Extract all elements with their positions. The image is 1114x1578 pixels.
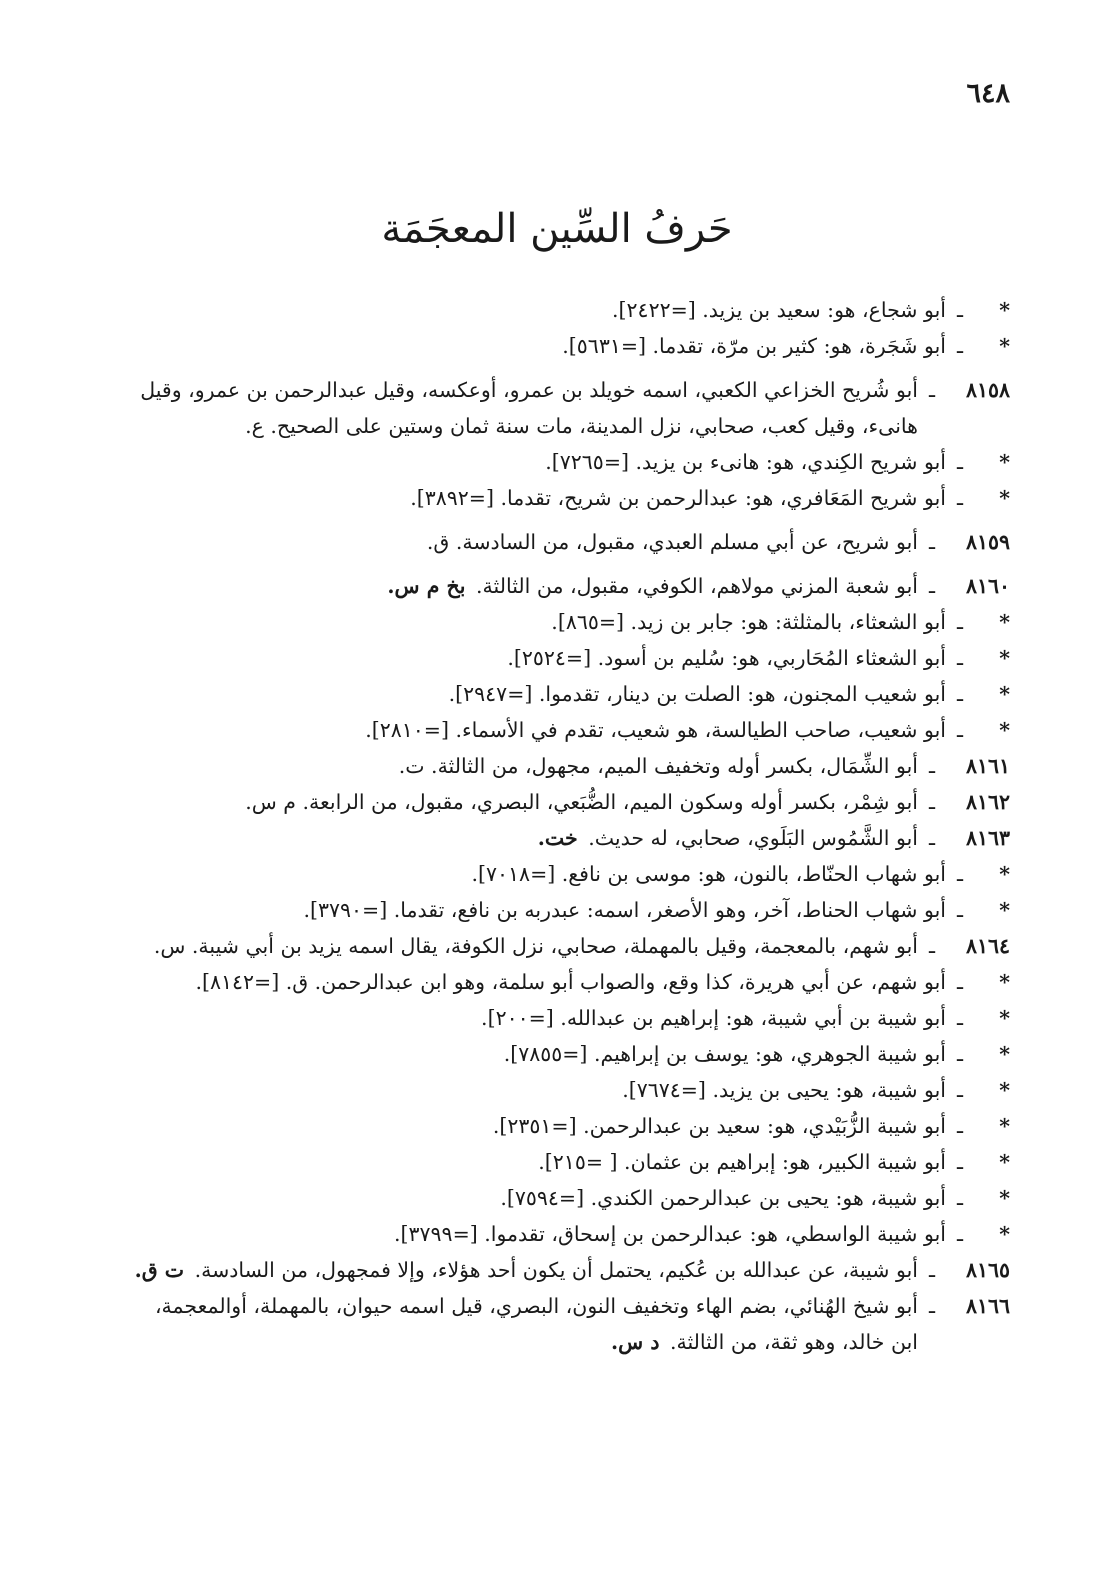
entry-text [135, 1252, 918, 1288]
entry-dash: ـ [956, 610, 963, 634]
cross-reference-entry [50, 480, 1010, 516]
biography-entry [50, 568, 1010, 604]
entry-line: أبو شريح الكِندي، هو: هانىء بن يزيد. [=٧٢٦٥]. [545, 450, 946, 474]
asterisk-icon: * [999, 1042, 1010, 1066]
entry-number: ٨١٦٠ [965, 574, 1010, 598]
entry-dash: ـ [956, 1114, 963, 1138]
entry-dash: ـ [956, 970, 963, 994]
biography-entry [50, 748, 1010, 784]
entry-text [195, 964, 946, 1000]
cross-reference-entry [50, 1072, 1010, 1108]
entry-text [427, 524, 918, 560]
asterisk-icon: * [999, 450, 1010, 474]
entry-text [245, 784, 918, 820]
entry-line [427, 524, 918, 560]
entry-line: أبو شيبة، هو: يحيى بن يزيد. [=٧٦٧٤]. [622, 1078, 946, 1102]
entry-dash: ـ [928, 530, 935, 554]
entry-number: ٨١٥٨ [965, 378, 1010, 402]
entry-dash: ـ [956, 646, 963, 670]
entry-text [394, 1216, 946, 1252]
entry-dash: ـ [956, 682, 963, 706]
entry-dash: ـ [956, 718, 963, 742]
entry-number: ٨١٥٩ [965, 530, 1010, 554]
biography-entry [50, 820, 1010, 856]
entry-line: أبو شَجَرة، هو: كثير بن مرّة، تقدما. [=٥٦٣١]. [562, 334, 946, 358]
cross-reference-entry [50, 964, 1010, 1000]
entry-line [399, 748, 918, 784]
rijal-code: خت. [537, 826, 578, 850]
cross-reference-entry [50, 1216, 1010, 1252]
entry-dash: ـ [956, 450, 963, 474]
entry-number: ٨١٦٥ [965, 1258, 1010, 1282]
cross-reference-entry [50, 892, 1010, 928]
entry-dash: ـ [956, 1042, 963, 1066]
asterisk-icon: * [999, 486, 1010, 510]
asterisk-icon: * [999, 334, 1010, 358]
entry-line-text: أبو الشِّمَال، بكسر أوله وتخفيف الميم، مجهول، من الثالثة. ت. [398, 754, 918, 778]
entry-text [481, 1000, 946, 1036]
cross-reference-entry [50, 712, 1010, 748]
cross-reference-entry [50, 1036, 1010, 1072]
rijal-code: بخ م س. [387, 574, 466, 598]
asterisk-icon: * [999, 610, 1010, 634]
entry-text [387, 568, 918, 604]
entry-line: أبو شيبة الزُّبَيْدي، هو: سعيد بن عبدالرحمن. [=٢٣٥١]. [492, 1114, 946, 1138]
cross-reference-entry [50, 328, 1010, 364]
entry-text [303, 892, 946, 928]
entry-number: ٨١٦٤ [965, 934, 1010, 958]
entry-dash: ـ [956, 1006, 963, 1030]
biography-entry [50, 1252, 1010, 1288]
entry-text [545, 444, 946, 480]
entry-line [538, 820, 918, 856]
asterisk-icon: * [999, 1150, 1010, 1174]
entry-line-text: أبو شيخ الهُنائي، بضم الهاء وتخفيف النون، البصري، قيل اسمه حيوان، بالمهملة، أوالمعجمة، [154, 1294, 918, 1318]
cross-reference-entry [50, 676, 1010, 712]
cross-reference-entry [50, 856, 1010, 892]
cross-reference-entry [50, 640, 1010, 676]
entry-line: أبو شيبة الواسطي، هو: عبدالرحمن بن إسحاق، تقدموا. [=٣٧٩٩]. [394, 1222, 946, 1246]
entry-dash: ـ [928, 574, 935, 598]
asterisk-icon: * [999, 1114, 1010, 1138]
rijal-code: د س. [611, 1330, 660, 1354]
entry-text [449, 676, 946, 712]
entry-line-text: أبو شريح، عن أبي مسلم العبدي، مقبول، من السادسة. ق. [426, 530, 918, 554]
entry-line-text: ابن خالد، وهو ثقة، من الثالثة. [669, 1330, 918, 1354]
entry-text [538, 1144, 946, 1180]
entry-line-text: أبو الشَّمُوس البَلَوي، صحابي، له حديث. [588, 826, 918, 850]
entry-line-text: أبو شعبة المزني مولاهم، الكوفي، مقبول، من الثالثة. [476, 574, 918, 598]
entry-text [155, 1288, 918, 1360]
entry-line-text: هانىء، وقيل كعب، صحابي، نزل المدينة، مات سنة ثمان وستين على الصحيح. ع. [245, 414, 918, 438]
entry-line: أبو شيبة الكبير، هو: إبراهيم بن عثمان. [ =٢١٥]. [538, 1150, 946, 1174]
cross-reference-entry [50, 1144, 1010, 1180]
entry-dash: ـ [928, 826, 935, 850]
entry-text [551, 604, 946, 640]
entry-text [504, 1036, 946, 1072]
entries-list [50, 292, 1010, 1360]
entry-line: أبو شعيب المجنون، هو: الصلت بن دينار، تقدموا. [=٢٩٤٧]. [448, 682, 946, 706]
entry-dash: ـ [928, 1294, 935, 1318]
entry-line: أبو شهاب الحنّاط، بالنون، هو: موسى بن نافع. [=٧٠١٨]. [471, 862, 946, 886]
entry-line: أبو شهم، عن أبي هريرة، كذا وقع، والصواب أبو سلمة، وهو ابن عبدالرحمن. ق. [=٨١٤٢]. [195, 970, 946, 994]
entry-line [387, 568, 918, 604]
entry-text [507, 640, 946, 676]
entry-dash: ـ [928, 790, 935, 814]
entry-line [155, 1288, 918, 1324]
cross-reference-entry [50, 604, 1010, 640]
biography-entry [50, 524, 1010, 560]
entry-line-text: أبو شيبة، عن عبدالله بن عُكيم، يحتمل أن يكون أحد هؤلاء، وإلا فمجهول، من السادسة. [194, 1258, 918, 1282]
entry-dash: ـ [956, 1186, 963, 1210]
cross-reference-entry [50, 1108, 1010, 1144]
entry-line: أبو شهاب الحناط، آخر، وهو الأصغر، اسمه: عبدربه بن نافع، تقدما. [=٣٧٩٠]. [303, 898, 946, 922]
entry-line: أبو الشعثاء، بالمثلثة: هو: جابر بن زيد. [=٨٦٥]. [551, 610, 946, 634]
asterisk-icon: * [999, 1006, 1010, 1030]
entry-line [245, 784, 918, 820]
asterisk-icon: * [999, 1222, 1010, 1246]
entry-dash: ـ [956, 334, 963, 358]
asterisk-icon: * [999, 718, 1010, 742]
entry-line [155, 1324, 918, 1360]
entry-dash: ـ [956, 1222, 963, 1246]
entry-number: ٨١٦٢ [965, 790, 1010, 814]
entry-line-text: أبو شُريح الخزاعي الكعبي، اسمه خويلد بن عمرو، أوعكسه، وقيل عبدالرحمن بن عمرو، وقيل [140, 378, 918, 402]
entry-text [472, 856, 947, 892]
entry-line-text: أبو شهم، بالمعجمة، وقيل بالمهملة، صحابي، نزل الكوفة، يقال اسمه يزيد بن أبي شيبة. س. [153, 934, 918, 958]
biography-entry [50, 372, 1010, 444]
biography-entry [50, 1288, 1010, 1360]
entry-line [135, 1252, 918, 1288]
entry-line: أبو شريح المَعَافري، هو: عبدالرحمن بن شريح، تقدما. [=٣٨٩٢]. [410, 486, 946, 510]
entry-dash: ـ [928, 934, 935, 958]
entry-number: ٨١٦٣ [965, 826, 1010, 850]
entry-number: ٨١٦١ [965, 754, 1010, 778]
entry-text [154, 928, 918, 964]
entry-text [410, 480, 946, 516]
entry-text [538, 820, 918, 856]
entry-text [399, 748, 918, 784]
entry-line [154, 928, 918, 964]
page-number: ٦٤٨ [966, 78, 1010, 109]
entry-dash: ـ [956, 898, 963, 922]
entry-dash: ـ [928, 378, 935, 402]
biography-entry [50, 928, 1010, 964]
cross-reference-entry [50, 292, 1010, 328]
entry-number: ٨١٦٦ [965, 1294, 1010, 1318]
entry-text [612, 292, 946, 328]
entry-line: أبو شجاع، هو: سعيد بن يزيد. [=٢٤٢٢]. [612, 298, 946, 322]
entry-dash: ـ [928, 754, 935, 778]
entry-text [500, 1180, 946, 1216]
asterisk-icon: * [999, 970, 1010, 994]
entry-line: أبو شيبة، هو: يحيى بن عبدالرحمن الكندي. [=٧٥٩٤]. [500, 1186, 946, 1210]
cross-reference-entry [50, 1000, 1010, 1036]
entry-line: أبو شيبة الجوهري، هو: يوسف بن إبراهيم. [=٧٨٥٥]. [503, 1042, 946, 1066]
entry-line: أبو شيبة بن أبي شيبة، هو: إبراهيم بن عبدالله. [=٢٠٠]. [481, 1006, 946, 1030]
entry-text [493, 1108, 946, 1144]
entry-line [140, 372, 918, 408]
entry-line: أبو الشعثاء المُحَاربي، هو: سُليم بن أسود. [=٢٥٢٤]. [507, 646, 946, 670]
entry-dash: ـ [956, 862, 963, 886]
chapter-title: حَرفُ السِّين المعجَمَة [381, 206, 733, 252]
entry-dash: ـ [956, 486, 963, 510]
cross-reference-entry [50, 1180, 1010, 1216]
asterisk-icon: * [999, 1186, 1010, 1210]
entry-line [140, 408, 918, 444]
entry-line-text: أبو شِمْر، بكسر أوله وسكون الميم، الضُّبَعي، البصري، مقبول، من الرابعة. م س. [245, 790, 918, 814]
rijal-code: ت ق. [134, 1258, 185, 1282]
entry-line: أبو شعيب، صاحب الطيالسة، هو شعيب، تقدم في الأسماء. [=٢٨١٠]. [365, 718, 946, 742]
entry-text [562, 328, 946, 364]
cross-reference-entry [50, 444, 1010, 480]
entry-dash: ـ [956, 1078, 963, 1102]
entry-text [140, 372, 918, 444]
asterisk-icon: * [999, 898, 1010, 922]
entry-dash: ـ [956, 298, 963, 322]
biography-entry [50, 784, 1010, 820]
asterisk-icon: * [999, 1078, 1010, 1102]
entry-text [622, 1072, 946, 1108]
asterisk-icon: * [999, 646, 1010, 670]
asterisk-icon: * [999, 298, 1010, 322]
asterisk-icon: * [999, 862, 1010, 886]
entry-dash: ـ [928, 1258, 935, 1282]
asterisk-icon: * [999, 682, 1010, 706]
entry-dash: ـ [956, 1150, 963, 1174]
entry-text [365, 712, 946, 748]
